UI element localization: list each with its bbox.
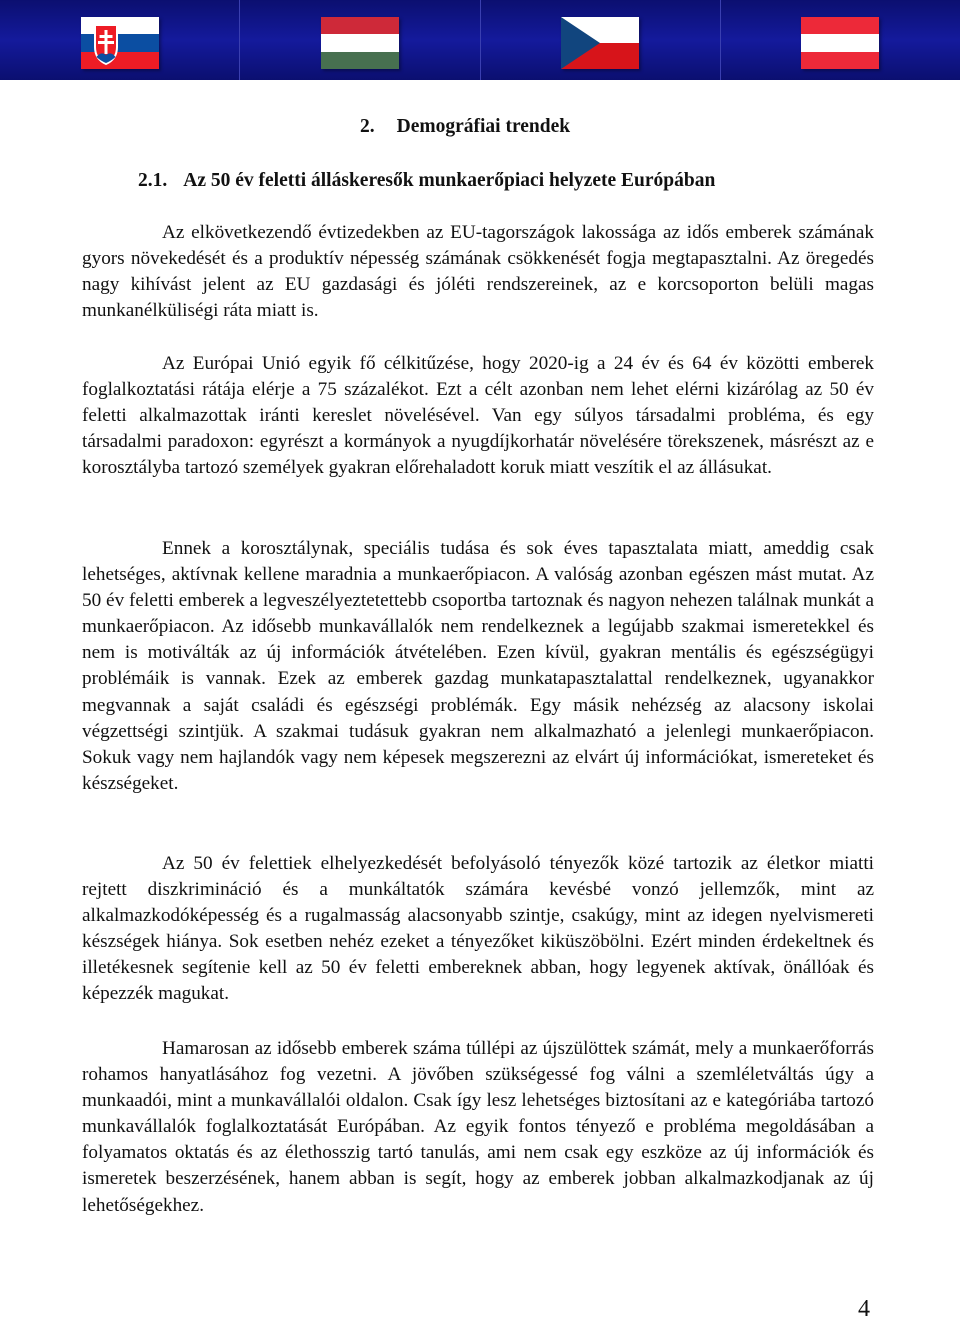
subsection-title: Az 50 év feletti álláskeresők munkaerőpiaci helyzete Európában: [183, 170, 716, 191]
section-title: Demográfiai trendek: [396, 116, 571, 137]
hungary-flag-icon: [321, 17, 399, 69]
czech-triangle-icon: [561, 17, 639, 69]
banner-panel-austria: [720, 0, 960, 80]
paragraph-4: Az 50 év felettiek elhelyezkedését befolyásoló tényezők közé tartozik az életkor miatti rejtett diszkrimináció és a munkáltatók számára kevésbé vonzó jellemzők, mint az alkalmazkodóképesség és a rugalmasság alacsonyabb szintje, csakúgy, mint az idegen nyelvismereti készségek hiánya. Sok esetben nehéz ezeket a tényezőket kiküszöbölni. Ezért minden érdekeltnek és illetékesnek segítenie kell az 50 év feletti embereknek abban, hogy legyenek aktívak, önállóak és képezzék magukat.: [82, 853, 874, 1005]
austria-flag-icon: [801, 17, 879, 69]
paragraph-2: Az Európai Unió egyik fő célkitűzése, hogy 2020-ig a 24 év és 64 év közötti emberek foglalkoztatási rátája elérje a 75 százalékot. Ezt a célt azonban nem lehet elérni kizárólag az 50 év feletti alkalmazottak iránti kereslet növelésével. Van egy súlyos társadalmi probléma, és egy társadalmi paradoxon: egyrészt a kormányok a nyugdíjkorhatár növelésére törekszenek, másrészt az e korosztályba tartozó személyek gyakran előrehaladott koruk miatt veszítik el az állásukat.: [82, 353, 874, 479]
slovakia-flag-icon: [81, 17, 159, 69]
section-number: 2.: [360, 116, 375, 137]
subsection-number: 2.1.: [138, 170, 168, 191]
slovak-coat-of-arms-icon: [81, 17, 159, 69]
paragraph-5: Hamarosan az idősebb emberek száma túllépi az újszülöttek számát, mely a munkaerőforrás rohamos hanyatlásához fog vezetni. A jövőben szükségessé fog válni a szemléletváltás úgy a munkaadói, mint a munkavállalói oldalon. Csak így lesz lehetséges biztosítani az e kategóriába tartozó munkavállalók foglalkoztatását Európában. Az egyik fontos tényező e probléma megoldásában a folyamatos oktatás és az élethosszig tartó tanulás, ami nem csak egy eszköze az új információk és ismeretek beszerzésének, hanem abban is segít, hogy az emberek jobban alkalmazkodjanak az új lehetőségekhez.: [82, 1038, 874, 1216]
subsection-heading: [138, 170, 715, 192]
paragraph-3: Ennek a korosztálynak, speciális tudása és sok éves tapasztalata miatt, ameddig csak lehetséges, aktívnak kellene maradnia a munkaerőpiacon. A valóság azonban egészen mást mutat. Az 50 év feletti emberek a legveszélyeztetettebb csoportba tartoznak és nagyon nehezen találnak munkát a munkaerőpiacon. Az idősebb munkavállalók nem rendelkeznek a legújabb szakmai ismeretekkel és nem is motiválták az új információk átvételében. Ezen kívül, gyakran mentális és egészségügyi problémáik is vannak. Ezek az emberek gazdag munkatapasztalattal rendelkeznek, ugyanakkor megvannak a saját családi és egészségi problémák. Egy másik nehézség az alacsony iskolai végzettségi szintjük. A szakmai tudásuk gyakran nem alkalmazható a jelenlegi munkaerőpiacon. Sokuk vagy nem hajlandók vagy nem képesek megszerezni az elvárt új információkat, ismereteket és készségeket.: [82, 538, 874, 794]
banner-panel-slovakia: [0, 0, 239, 80]
section-heading: [360, 116, 570, 138]
czech-flag-icon: [561, 17, 639, 69]
page-number: 4: [858, 1296, 870, 1322]
flag-banner: [0, 0, 960, 80]
banner-panel-hungary: [239, 0, 479, 80]
banner-panel-czech: [480, 0, 720, 80]
paragraph-1: Az elkövetkezendő évtizedekben az EU-tagországok lakossága az idős emberek számának gyors növekedését és a produktív népesség számának csökkenését fogja megtapasztalni. Az öregedés nagy kihívást jelent az EU gazdasági és jóléti rendszereinek, az e korcsoporton belüli magas munkanélküliségi ráta miatt is.: [82, 222, 874, 322]
